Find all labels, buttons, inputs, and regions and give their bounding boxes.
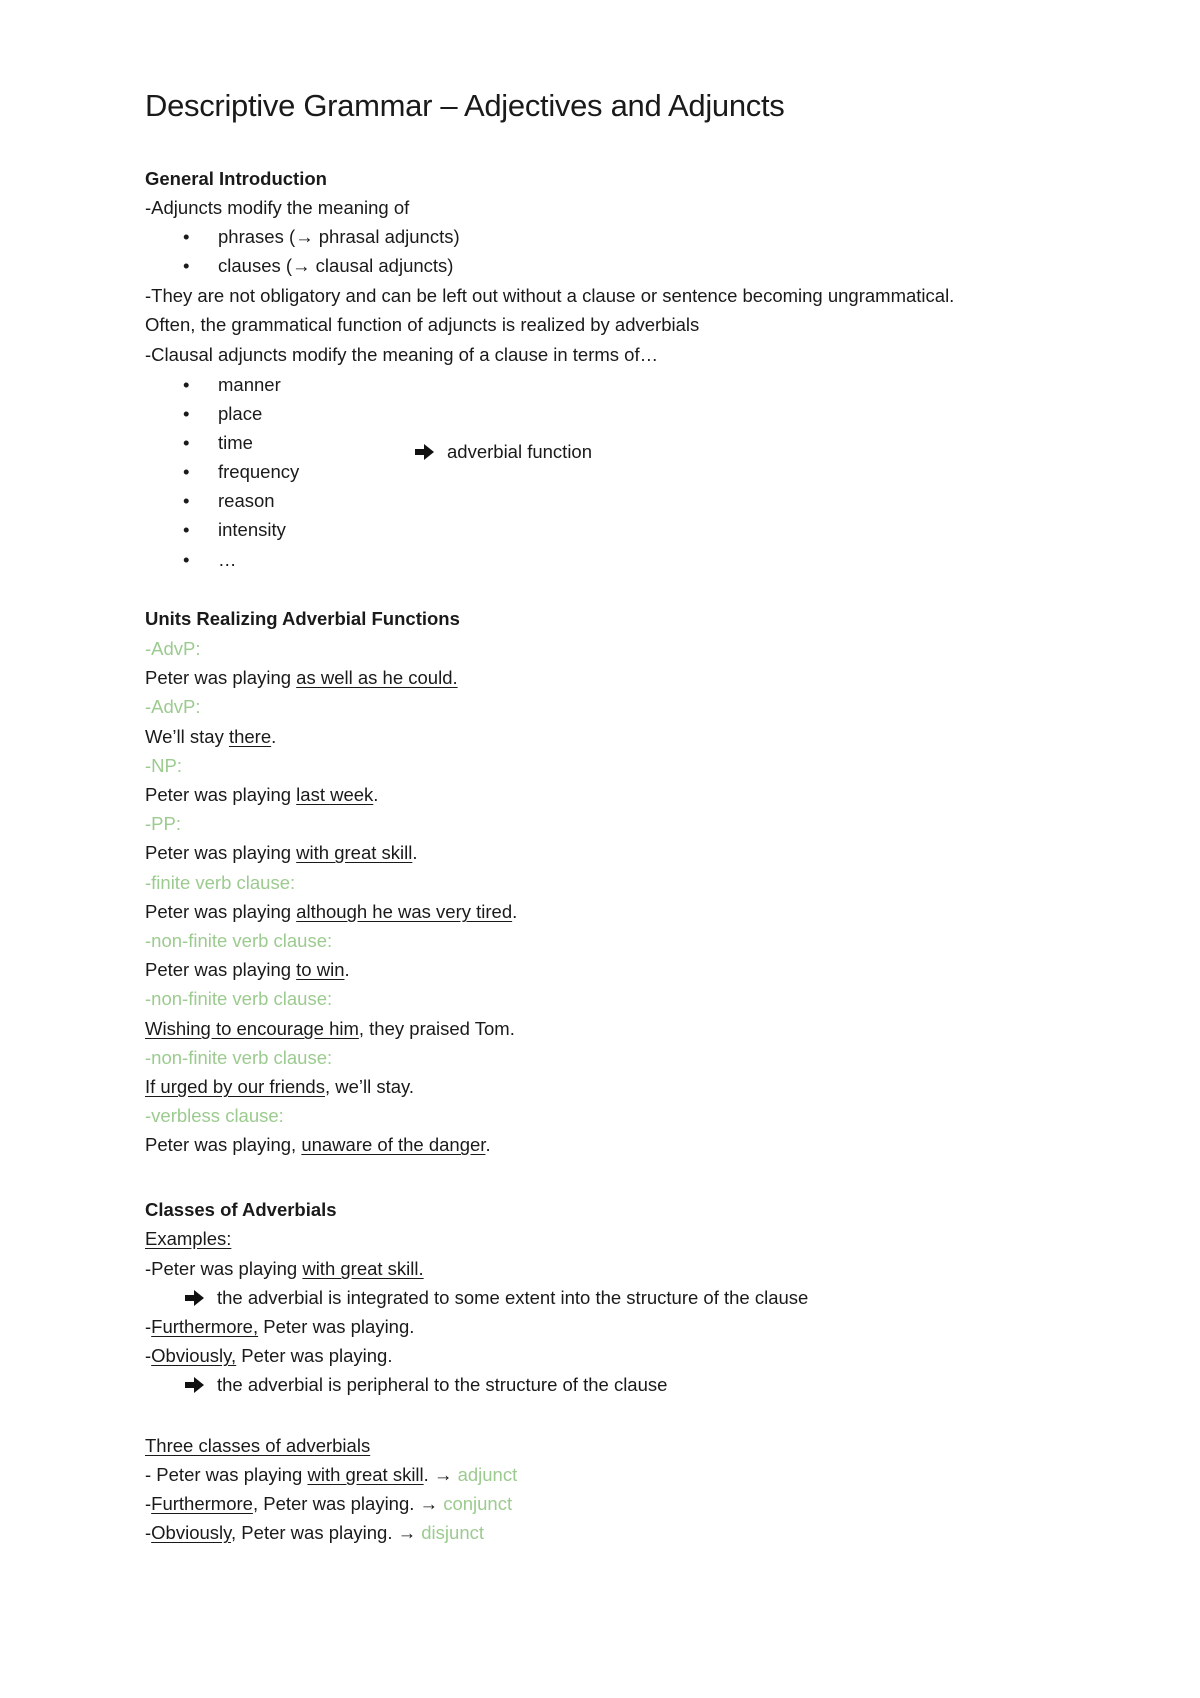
unit-label: -finite verb clause: xyxy=(145,872,296,893)
example-adverbial: If urged by our friends xyxy=(145,1076,325,1097)
example-adverbial: with great skill xyxy=(296,842,413,863)
class-label: disjunct xyxy=(421,1522,484,1543)
example-text: -Peter was playing xyxy=(145,1258,303,1279)
example-sentence xyxy=(145,1316,414,1338)
class-label: conjunct xyxy=(443,1493,513,1514)
example-text: . xyxy=(344,959,350,980)
bullet-item: clauses (→ clausal adjuncts) xyxy=(218,255,454,276)
unit-label: -AdvP: xyxy=(145,696,201,717)
unit-example xyxy=(145,959,350,981)
example-text: Peter was playing. xyxy=(236,1345,393,1366)
bullet-dot-icon: • xyxy=(183,519,190,540)
example-text: - Peter was playing xyxy=(145,1464,308,1485)
bullet-dot-icon: • xyxy=(183,432,190,453)
example-adverbial: Wishing to encourage him xyxy=(145,1018,359,1039)
section-heading-intro: General Introduction xyxy=(145,168,327,189)
example-adverbial: Furthermore, xyxy=(151,1316,259,1337)
example-text: Peter was playing. xyxy=(258,1316,415,1337)
bullet-dot-icon: • xyxy=(183,255,190,276)
note-text: the adverbial is integrated to some extent into the structure of the clause xyxy=(217,1287,809,1308)
example-text: Peter was playing xyxy=(145,901,297,922)
example-note-integrated xyxy=(185,1287,808,1309)
example-adverbial: there xyxy=(228,726,272,747)
example-adverbial: with great skill xyxy=(307,1464,424,1485)
example-text: . xyxy=(485,1134,491,1155)
bullet-dot-icon: • xyxy=(183,461,190,482)
example-text: , Peter was playing. → xyxy=(231,1522,422,1543)
bold-right-arrow-icon xyxy=(185,1376,205,1394)
example-text: . xyxy=(512,901,518,922)
unit-label: -non-finite verb clause: xyxy=(145,930,333,951)
term-item: … xyxy=(218,549,237,570)
three-classes-label: Three classes of adverbials xyxy=(145,1435,371,1456)
bullet-dot-icon: • xyxy=(183,549,190,570)
example-adverbial: last week xyxy=(296,784,374,805)
example-text: Peter was playing xyxy=(145,959,297,980)
bullet-item: phrases (→ phrasal adjuncts) xyxy=(218,226,460,247)
unit-label: -non-finite verb clause: xyxy=(145,1047,333,1068)
term-item: manner xyxy=(218,374,281,395)
example-adverbial: unaware of the danger xyxy=(301,1134,486,1155)
example-text: , they praised Tom. xyxy=(358,1018,515,1039)
example-adverbial: Obviously, xyxy=(151,1345,237,1366)
example-text: Peter was playing, xyxy=(145,1134,302,1155)
class-example-adjunct xyxy=(145,1464,517,1486)
arrow-note-text: adverbial function xyxy=(447,441,593,462)
example-text: . xyxy=(271,726,277,747)
example-adverbial: as well as he could. xyxy=(296,667,458,688)
bullet-dot-icon: • xyxy=(183,490,190,511)
examples-label: Examples: xyxy=(145,1228,232,1249)
unit-example xyxy=(145,726,276,748)
unit-label: -verbless clause: xyxy=(145,1105,284,1126)
example-text: , Peter was playing. → xyxy=(252,1493,444,1514)
unit-label: -PP: xyxy=(145,813,181,834)
term-item: reason xyxy=(218,490,275,511)
example-adverbial: with great skill. xyxy=(302,1258,424,1279)
intro-line-2: -They are not obligatory and can be left out without a clause or sentence becoming ungrammatical. xyxy=(145,285,955,306)
example-text: Peter was playing xyxy=(145,784,297,805)
adverbial-function-note xyxy=(415,441,592,463)
note-text: the adverbial is peripheral to the structure of the clause xyxy=(217,1374,668,1395)
example-sentence xyxy=(145,1345,392,1367)
example-sentence xyxy=(145,1258,424,1280)
term-item: time xyxy=(218,432,253,453)
unit-example xyxy=(145,901,517,923)
class-example-conjunct xyxy=(145,1493,512,1515)
example-adverbial: although he was very tired xyxy=(296,901,513,922)
example-text: . xyxy=(373,784,379,805)
term-item: place xyxy=(218,403,263,424)
example-text: Peter was playing xyxy=(145,667,297,688)
section-heading-classes: Classes of Adverbials xyxy=(145,1199,337,1220)
term-item: frequency xyxy=(218,461,300,482)
bold-right-arrow-icon xyxy=(185,1289,205,1307)
example-adverbial: Furthermore xyxy=(151,1493,253,1514)
example-text: - xyxy=(145,1316,152,1337)
bullet-dot-icon: • xyxy=(183,403,190,424)
section-heading-units: Units Realizing Adverbial Functions xyxy=(145,608,460,629)
example-note-peripheral xyxy=(185,1374,667,1396)
example-adverbial: to win xyxy=(296,959,345,980)
example-text: . xyxy=(412,842,418,863)
unit-example xyxy=(145,784,378,806)
example-text: Peter was playing xyxy=(145,842,297,863)
unit-example xyxy=(145,1076,414,1098)
unit-label: -AdvP: xyxy=(145,638,201,659)
class-example-disjunct xyxy=(145,1522,484,1544)
example-text: - xyxy=(145,1493,152,1514)
example-text: - xyxy=(145,1345,152,1366)
example-text: . → xyxy=(423,1464,458,1485)
unit-label: -NP: xyxy=(145,755,182,776)
intro-line-4: -Clausal adjuncts modify the meaning of a clause in terms of… xyxy=(145,344,659,365)
bold-right-arrow-icon xyxy=(415,443,435,461)
class-label: adjunct xyxy=(457,1464,518,1485)
bullet-dot-icon: • xyxy=(183,374,190,395)
unit-example xyxy=(145,667,458,689)
example-text: We’ll stay xyxy=(145,726,229,747)
term-item: intensity xyxy=(218,519,286,540)
unit-example xyxy=(145,842,418,864)
intro-line-1: -Adjuncts modify the meaning of xyxy=(145,197,410,218)
example-text: , we’ll stay. xyxy=(324,1076,415,1097)
unit-example xyxy=(145,1018,515,1040)
page-title: Descriptive Grammar – Adjectives and Adjuncts xyxy=(145,88,785,123)
intro-line-3: Often, the grammatical function of adjuncts is realized by adverbials xyxy=(145,314,700,335)
bullet-dot-icon: • xyxy=(183,226,190,247)
example-adverbial: Obviously xyxy=(151,1522,232,1543)
unit-example xyxy=(145,1134,491,1156)
example-text: - xyxy=(145,1522,152,1543)
unit-label: -non-finite verb clause: xyxy=(145,988,333,1009)
